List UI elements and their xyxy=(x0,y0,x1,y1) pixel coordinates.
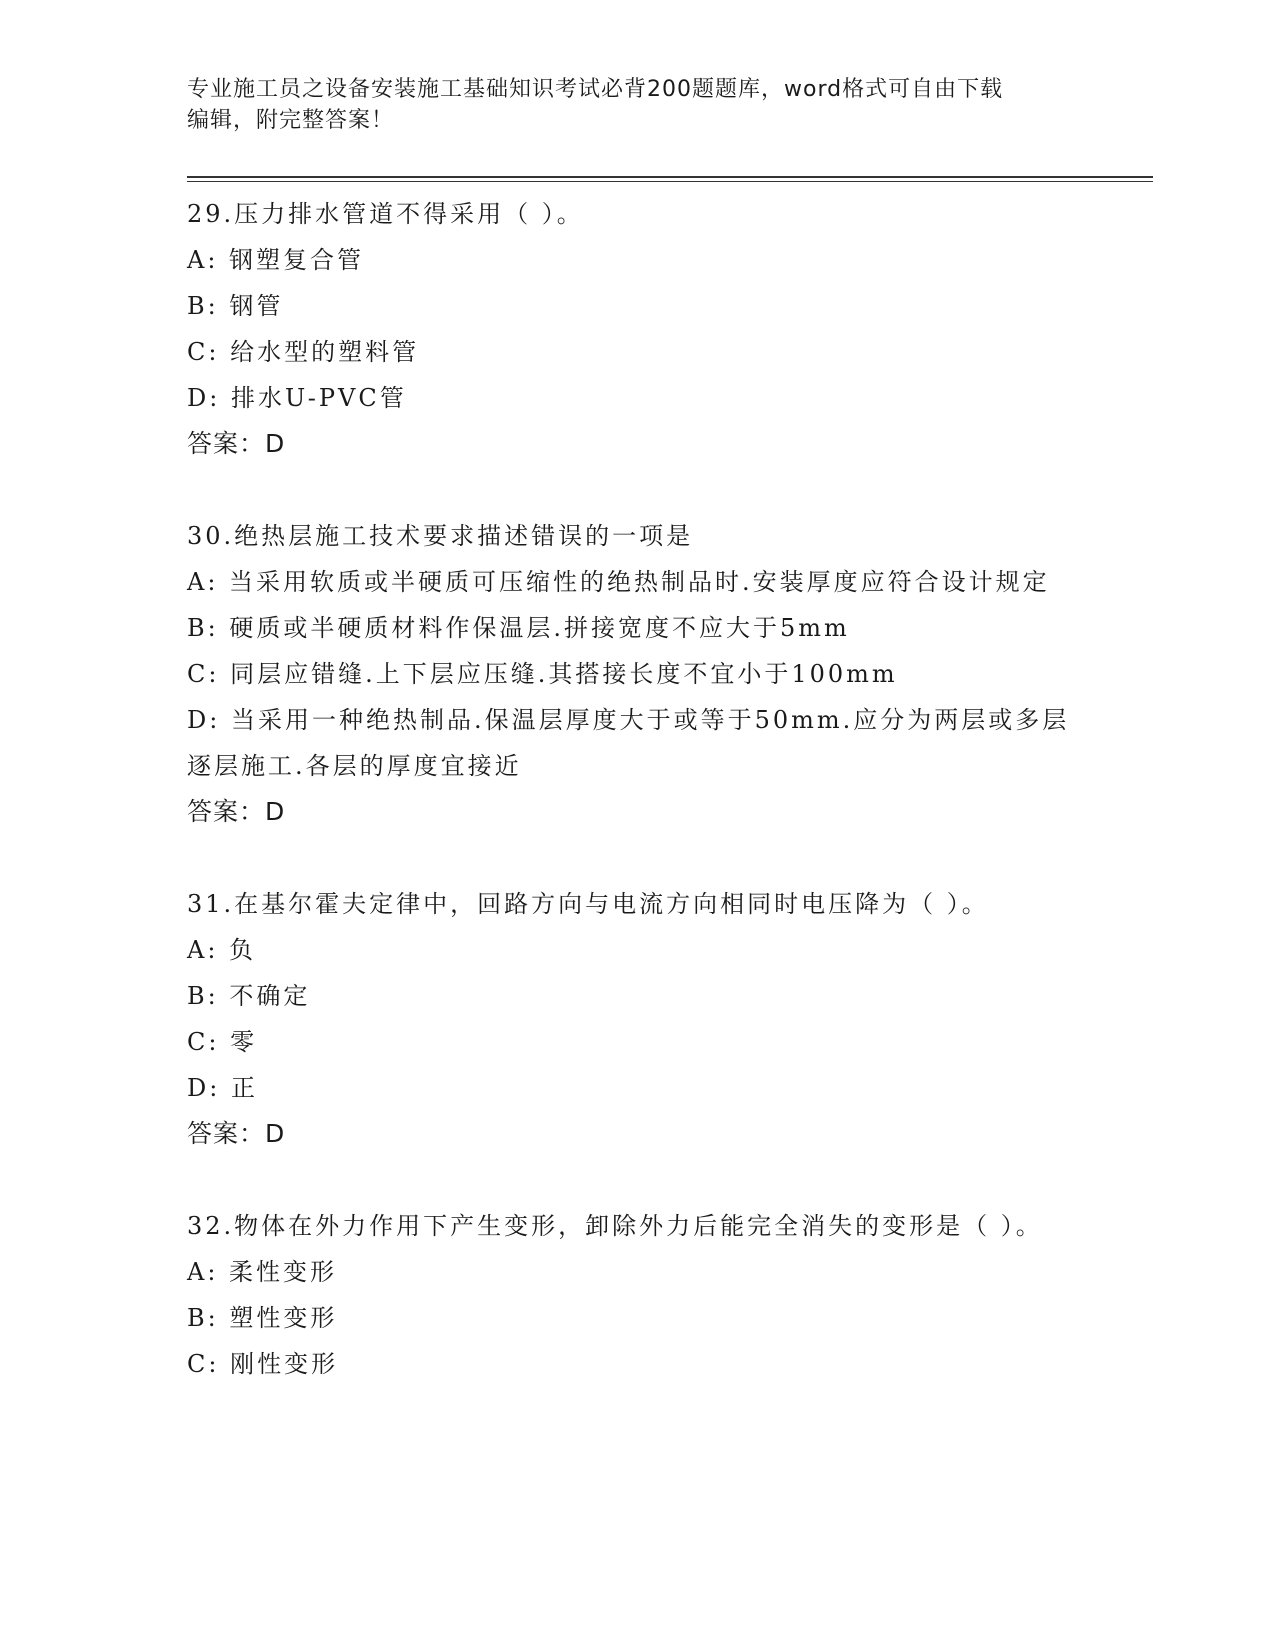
option-c: C: 同层应错缝.上下层应压缝.其搭接长度不宜小于100mm xyxy=(187,660,898,688)
option-d: D: 排水U-PVC管 xyxy=(187,384,407,412)
option-a: A: 当采用软质或半硬质可压缩性的绝热制品时.安装厚度应符合设计规定 xyxy=(187,568,1050,596)
option-a: A: 柔性变形 xyxy=(187,1258,338,1286)
option-c: C: 刚性变形 xyxy=(187,1350,339,1378)
answer-text: 答案：D xyxy=(187,797,286,826)
option-b: B: 硬质或半硬质材料作保温层.拼接宽度不应大于5mm xyxy=(187,614,850,642)
option-d: D: 当采用一种绝热制品.保温层厚度大于或等于50mm.应分为两层或多层逐层施工.各层的厚度宜接近 xyxy=(187,706,1070,780)
question-stem: 29.压力排水管道不得采用（ ）。 xyxy=(187,200,584,228)
question-32 xyxy=(187,1203,1087,1387)
question-stem: 31.在基尔霍夫定律中，回路方向与电流方向相同时电压降为（ ）。 xyxy=(187,890,989,918)
answer-text: 答案：D xyxy=(187,429,286,458)
question-stem: 32.物体在外力作用下产生变形，卸除外力后能完全消失的变形是（ ）。 xyxy=(187,1212,1043,1240)
option-d: D: 正 xyxy=(187,1074,258,1102)
option-a: A: 钢塑复合管 xyxy=(187,246,365,274)
question-list xyxy=(187,191,1087,1433)
option-c: C: 零 xyxy=(187,1028,258,1056)
header-rule-thick xyxy=(187,176,1153,178)
header-line-1: 专业施工员之设备安装施工基础知识考试必背200题题库，word格式可自由下载 xyxy=(187,77,1004,102)
question-stem: 30.绝热层施工技术要求描述错误的一项是 xyxy=(187,522,694,550)
question-30 xyxy=(187,513,1087,835)
option-b: B: 塑性变形 xyxy=(187,1304,338,1332)
question-29 xyxy=(187,191,1087,467)
option-b: B: 不确定 xyxy=(187,982,311,1010)
option-a: A: 负 xyxy=(187,936,257,964)
document-header xyxy=(187,74,1067,136)
option-c: C: 给水型的塑料管 xyxy=(187,338,420,366)
option-b: B: 钢管 xyxy=(187,292,284,320)
header-rule-thin xyxy=(187,181,1153,182)
question-31 xyxy=(187,881,1087,1157)
header-line-2: 编辑，附完整答案！ xyxy=(187,108,395,133)
answer-text: 答案：D xyxy=(187,1119,286,1148)
